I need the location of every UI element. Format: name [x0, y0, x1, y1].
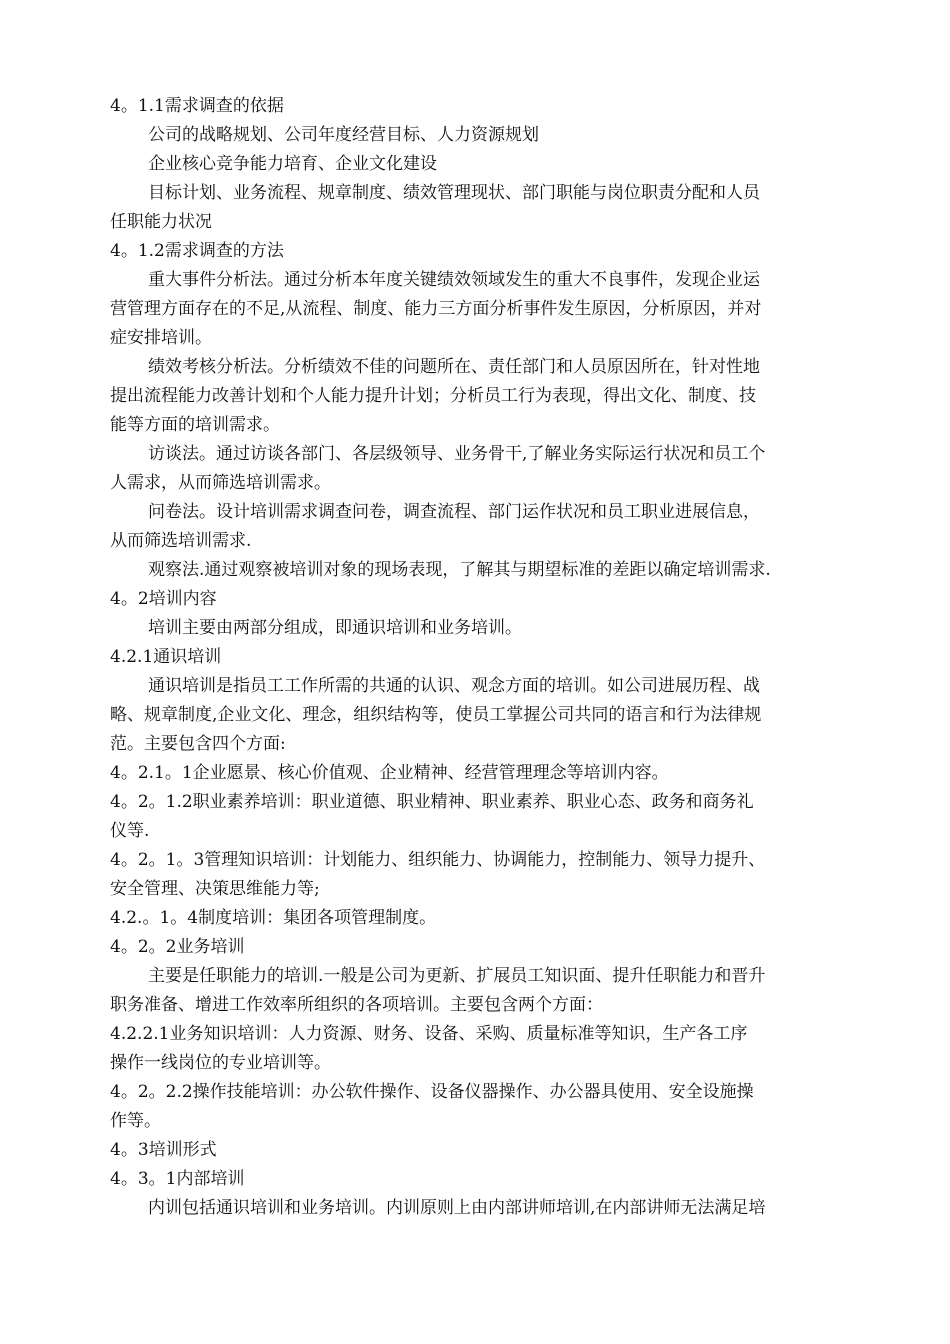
paragraph-line: 略、规章制度,企业文化、理念，组织结构等，使员工掌握公司共同的语言和行为法律规	[110, 705, 762, 725]
paragraph-line: 4。2。2业务培训	[110, 937, 245, 957]
paragraph-line: 提出流程能力改善计划和个人能力提升计划；分析员工行为表现，得出文化、制度、技	[110, 386, 756, 406]
paragraph-line: 任职能力状况	[110, 212, 212, 232]
paragraph-line-indented: 培训主要由两部分组成，即通识培训和业务培训。	[148, 618, 522, 638]
paragraph-line: 4。2。1。3管理知识培训：计划能力、组织能力、协调能力，控制能力、领导力提升、	[110, 850, 766, 870]
paragraph-line: 能等方面的培训需求。	[110, 415, 280, 435]
paragraph-line-indented: 公司的战略规划、公司年度经营目标、人力资源规划	[148, 125, 539, 145]
paragraph-line: 4。1.2需求调查的方法	[110, 241, 284, 261]
paragraph-line-indented: 访谈法。通过访谈各部门、各层级领导、业务骨干,了解业务实际运行状况和员工个	[148, 444, 766, 464]
paragraph-line: 人需求，从而筛选培训需求。	[110, 473, 331, 493]
paragraph-line: 4.2.。1。4制度培训：集团各项管理制度。	[110, 908, 437, 928]
document-body	[110, 92, 850, 1223]
paragraph-line: 4。2培训内容	[110, 589, 217, 609]
paragraph-line: 4。2。2.2操作技能培训：办公软件操作、设备仪器操作、办公器具使用、安全设施操	[110, 1082, 754, 1102]
paragraph-line: 职务准备、增进工作效率所组织的各项培训。主要包含两个方面：	[110, 995, 603, 1015]
paragraph-line-indented: 绩效考核分析法。分析绩效不佳的问题所在、责任部门和人员原因所在，针对性地	[148, 357, 760, 377]
paragraph-line: 4。3培训形式	[110, 1140, 217, 1160]
paragraph-line-indented: 内训包括通识培训和业务培训。内训原则上由内部讲师培训,在内部讲师无法满足培	[148, 1198, 766, 1218]
paragraph-line-indented: 通识培训是指员工工作所需的共通的认识、观念方面的培训。如公司进展历程、战	[148, 676, 760, 696]
paragraph-line: 4.2.2.1业务知识培训：人力资源、财务、设备、采购、质量标准等知识，生产各工序	[110, 1024, 748, 1044]
paragraph-line-indented: 问卷法。设计培训需求调查问卷，调查流程、部门运作状况和员工职业进展信息，	[148, 502, 760, 522]
paragraph-line: 4。2.1。1企业愿景、核心价值观、企业精神、经营管理理念等培训内容。	[110, 763, 669, 783]
paragraph-line-indented: 目标计划、业务流程、规章制度、绩效管理现状、部门职能与岗位职责分配和人员	[148, 183, 760, 203]
paragraph-line: 操作一线岗位的专业培训等。	[110, 1053, 331, 1073]
paragraph-line: 4.2.1通识培训	[110, 647, 222, 667]
paragraph-line: 4。1.1需求调查的依据	[110, 96, 284, 116]
paragraph-line: 从而筛选培训需求.	[110, 531, 252, 551]
paragraph-line: 仪等.	[110, 821, 150, 841]
paragraph-line: 症安排培训。	[110, 328, 212, 348]
paragraph-line-indented: 企业核心竞争能力培育、企业文化建设	[148, 154, 437, 174]
paragraph-line: 营管理方面存在的不足,从流程、制度、能力三方面分析事件发生原因，分析原因，并对	[110, 299, 762, 319]
paragraph-line-indented: 观察法.通过观察被培训对象的现场表现，了解其与期望标准的差距以确定培训需求.	[148, 560, 771, 580]
paragraph-line-indented: 重大事件分析法。通过分析本年度关键绩效领域发生的重大不良事件，发现企业运	[148, 270, 760, 290]
paragraph-line-indented: 主要是任职能力的培训.一般是公司为更新、扩展员工知识面、提升任职能力和晋升	[148, 966, 766, 986]
paragraph-line: 范。主要包含四个方面:	[110, 734, 286, 754]
paragraph-line: 4。3。1内部培训	[110, 1169, 245, 1189]
paragraph-line: 4。2。1.2职业素养培训：职业道德、职业精神、职业素养、职业心态、政务和商务礼	[110, 792, 754, 812]
paragraph-line: 安全管理、决策思维能力等;	[110, 879, 320, 899]
paragraph-line: 作等。	[110, 1111, 161, 1131]
